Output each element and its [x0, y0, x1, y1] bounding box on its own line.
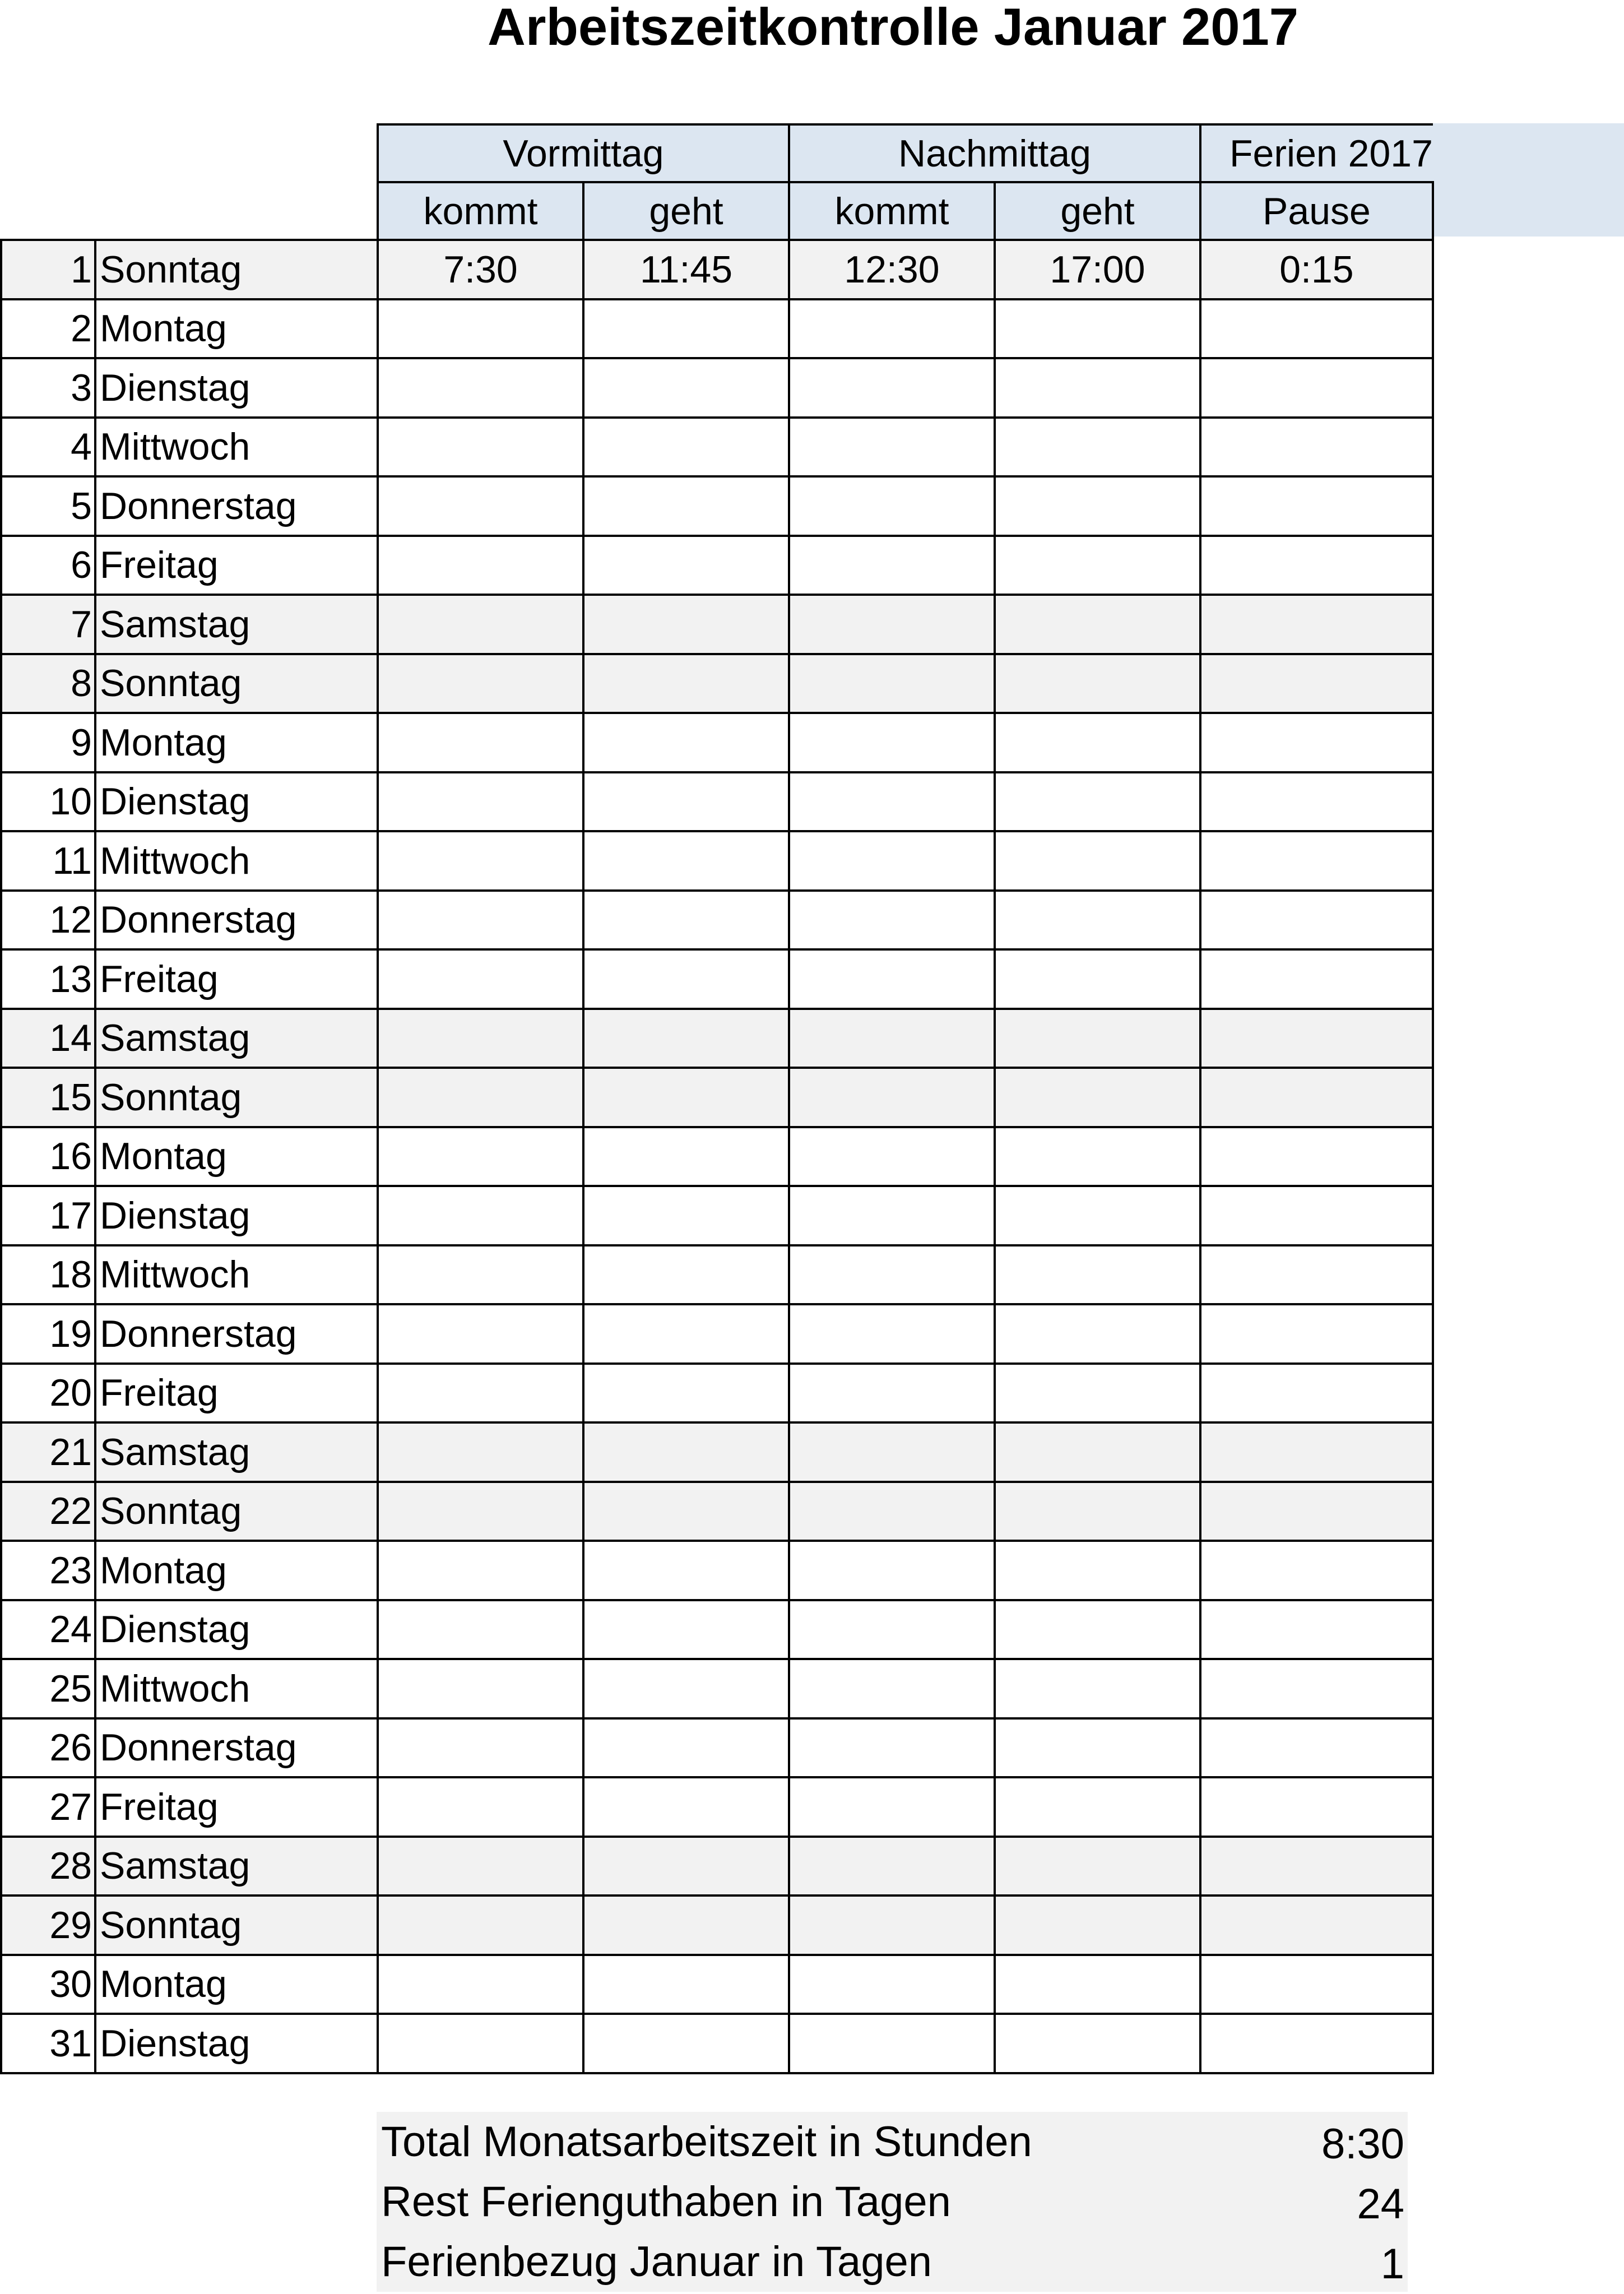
cell-morning-out[interactable]: [583, 595, 789, 654]
header-group-afternoon[interactable]: Nachmittag: [789, 124, 1200, 182]
table-row: [1, 299, 1433, 359]
day-number[interactable]: 29: [1, 1896, 95, 1955]
cell-morning-in[interactable]: [378, 1364, 583, 1423]
cell-morning-out[interactable]: [583, 1777, 789, 1837]
weekday-name[interactable]: Donnerstag: [95, 1718, 378, 1778]
cell-break[interactable]: [1200, 1482, 1433, 1541]
cell-break[interactable]: [1200, 418, 1433, 477]
cell-morning-out[interactable]: [583, 1422, 789, 1482]
table-row: [1, 713, 1433, 772]
cell-break[interactable]: [1200, 476, 1433, 536]
cell-afternoon-out[interactable]: [995, 1777, 1200, 1837]
cell-afternoon-out[interactable]: [995, 476, 1200, 536]
day-number[interactable]: 9: [1, 713, 95, 772]
weekday-name[interactable]: Mittwoch: [95, 1659, 378, 1718]
cell-break[interactable]: [1200, 949, 1433, 1009]
cell-morning-out[interactable]: [583, 772, 789, 832]
weekday-name[interactable]: Samstag: [95, 1422, 378, 1482]
cell-break[interactable]: [1200, 595, 1433, 654]
summary-value[interactable]: 1: [1380, 2240, 1404, 2288]
table-row: [1, 1068, 1433, 1127]
cell-afternoon-in[interactable]: [789, 713, 995, 772]
cell-afternoon-in[interactable]: [789, 772, 995, 832]
header-morning-in[interactable]: kommt: [378, 182, 583, 240]
cell-break[interactable]: [1200, 536, 1433, 595]
cell-afternoon-out[interactable]: [995, 1364, 1200, 1423]
cell-morning-out[interactable]: [583, 1245, 789, 1305]
cell-morning-out[interactable]: [583, 1837, 789, 1896]
cell-afternoon-out[interactable]: [995, 1009, 1200, 1068]
cell-break[interactable]: [1200, 1068, 1433, 1127]
cell-afternoon-in[interactable]: [789, 418, 995, 477]
cell-morning-in[interactable]: [378, 1718, 583, 1778]
weekday-name[interactable]: Sonntag: [95, 1068, 378, 1127]
cell-afternoon-out[interactable]: [995, 1482, 1200, 1541]
table-row: [1, 1422, 1433, 1482]
summary-value[interactable]: 8:30: [1321, 2120, 1404, 2168]
cell-afternoon-in[interactable]: [789, 1541, 995, 1600]
weekday-name[interactable]: Samstag: [95, 1837, 378, 1896]
cell-afternoon-out[interactable]: [995, 831, 1200, 891]
weekday-name[interactable]: Dienstag: [95, 772, 378, 832]
cell-afternoon-in[interactable]: [789, 299, 995, 359]
cell-afternoon-in[interactable]: [789, 1659, 995, 1718]
cell-morning-in[interactable]: [378, 1600, 583, 1660]
cell-afternoon-out[interactable]: 17:00: [995, 240, 1200, 299]
header-row-groups: [1, 124, 1433, 182]
table-row: [1, 1718, 1433, 1778]
table-row: [1, 1364, 1433, 1423]
cell-afternoon-out[interactable]: [995, 1896, 1200, 1955]
cell-break[interactable]: [1200, 1245, 1433, 1305]
cell-morning-in[interactable]: [378, 772, 583, 832]
cell-afternoon-in[interactable]: [789, 1068, 995, 1127]
header-group-morning[interactable]: Vormittag: [378, 124, 789, 182]
cell-break[interactable]: [1200, 1600, 1433, 1660]
day-number[interactable]: 16: [1, 1127, 95, 1187]
cell-afternoon-in[interactable]: [789, 654, 995, 713]
cell-afternoon-in[interactable]: [789, 1009, 995, 1068]
cell-afternoon-in[interactable]: [789, 949, 995, 1009]
cell-morning-out[interactable]: [583, 1304, 789, 1364]
cell-morning-in[interactable]: [378, 536, 583, 595]
cell-morning-in[interactable]: [378, 831, 583, 891]
day-number[interactable]: 4: [1, 418, 95, 477]
cell-afternoon-out[interactable]: [995, 418, 1200, 477]
cell-break[interactable]: [1200, 1896, 1433, 1955]
cell-morning-out[interactable]: [583, 1186, 789, 1245]
cell-morning-in[interactable]: [378, 476, 583, 536]
cell-morning-in[interactable]: [378, 891, 583, 950]
weekday-name[interactable]: Donnerstag: [95, 1304, 378, 1364]
cell-break[interactable]: [1200, 358, 1433, 418]
cell-break[interactable]: [1200, 1837, 1433, 1896]
cell-afternoon-in[interactable]: [789, 1718, 995, 1778]
cell-morning-out[interactable]: [583, 2014, 789, 2073]
cell-afternoon-in[interactable]: [789, 1955, 995, 2014]
cell-morning-out[interactable]: [583, 713, 789, 772]
cell-break[interactable]: [1200, 1541, 1433, 1600]
cell-afternoon-in[interactable]: [789, 358, 995, 418]
cell-morning-out[interactable]: [583, 1659, 789, 1718]
cell-afternoon-in[interactable]: [789, 1600, 995, 1660]
weekday-name[interactable]: Sonntag: [95, 654, 378, 713]
summary-row: [377, 2232, 1408, 2292]
day-number[interactable]: 17: [1, 1186, 95, 1245]
table-row: [1, 949, 1433, 1009]
cell-afternoon-out[interactable]: [995, 1837, 1200, 1896]
cell-break[interactable]: 0:15: [1200, 240, 1433, 299]
summary-label: Rest Ferienguthaben in Tagen: [381, 2178, 951, 2226]
cell-break[interactable]: [1200, 831, 1433, 891]
header-row-columns: [1, 182, 1433, 240]
cell-afternoon-out[interactable]: [995, 772, 1200, 832]
cell-afternoon-in[interactable]: [789, 1186, 995, 1245]
weekday-name[interactable]: Dienstag: [95, 1186, 378, 1245]
weekday-name[interactable]: Montag: [95, 299, 378, 359]
cell-morning-out[interactable]: [583, 299, 789, 359]
table-row: [1, 891, 1433, 950]
day-number[interactable]: 7: [1, 595, 95, 654]
cell-morning-in[interactable]: [378, 1659, 583, 1718]
day-number[interactable]: 31: [1, 2014, 95, 2073]
weekday-name[interactable]: Dienstag: [95, 2014, 378, 2073]
cell-morning-in[interactable]: [378, 1482, 583, 1541]
cell-afternoon-in[interactable]: [789, 1304, 995, 1364]
cell-morning-in[interactable]: [378, 299, 583, 359]
cell-morning-in[interactable]: [378, 1422, 583, 1482]
cell-afternoon-in[interactable]: [789, 1837, 995, 1896]
cell-morning-out[interactable]: [583, 476, 789, 536]
day-number[interactable]: 26: [1, 1718, 95, 1778]
cell-afternoon-in[interactable]: [789, 891, 995, 950]
table-row: [1, 595, 1433, 654]
blank-cell: [1, 182, 95, 240]
cell-morning-out[interactable]: [583, 1718, 789, 1778]
table-row: [1, 1482, 1433, 1541]
day-number[interactable]: 13: [1, 949, 95, 1009]
table-row: [1, 1009, 1433, 1068]
table-row: [1, 831, 1433, 891]
cell-morning-out[interactable]: [583, 831, 789, 891]
cell-break[interactable]: [1200, 299, 1433, 359]
day-number[interactable]: 5: [1, 476, 95, 536]
cell-morning-out[interactable]: [583, 1009, 789, 1068]
cell-afternoon-out[interactable]: [995, 1304, 1200, 1364]
table-row: [1, 1127, 1433, 1187]
cell-morning-in[interactable]: [378, 2014, 583, 2073]
cell-morning-in[interactable]: 7:30: [378, 240, 583, 299]
page-title: Arbeitszeitkontrolle Januar 2017: [488, 0, 1299, 56]
cell-morning-in[interactable]: [378, 949, 583, 1009]
cell-afternoon-out[interactable]: [995, 1068, 1200, 1127]
cell-morning-in[interactable]: [378, 418, 583, 477]
weekday-name[interactable]: Montag: [95, 1127, 378, 1187]
table-row: [1, 1541, 1433, 1600]
summary-value[interactable]: 24: [1357, 2180, 1404, 2228]
table-row: [1, 1896, 1433, 1955]
cell-morning-out[interactable]: [583, 654, 789, 713]
cell-morning-in[interactable]: [378, 1541, 583, 1600]
cell-afternoon-out[interactable]: [995, 358, 1200, 418]
summary-row: [377, 2112, 1408, 2172]
cell-morning-out[interactable]: [583, 1896, 789, 1955]
day-number[interactable]: 3: [1, 358, 95, 418]
day-number[interactable]: 14: [1, 1009, 95, 1068]
cell-afternoon-out[interactable]: [995, 299, 1200, 359]
weekday-name[interactable]: Freitag: [95, 1364, 378, 1423]
blank-cell: [95, 182, 378, 240]
table-row: [1, 1304, 1433, 1364]
cell-break[interactable]: [1200, 1718, 1433, 1778]
cell-morning-out[interactable]: [583, 1364, 789, 1423]
weekday-name[interactable]: Mittwoch: [95, 418, 378, 477]
cell-afternoon-out[interactable]: [995, 1245, 1200, 1305]
cell-morning-in[interactable]: [378, 1777, 583, 1837]
cell-morning-in[interactable]: [378, 1127, 583, 1187]
cell-break[interactable]: [1200, 713, 1433, 772]
weekday-name[interactable]: Montag: [95, 1955, 378, 2014]
weekday-name[interactable]: Donnerstag: [95, 891, 378, 950]
cell-morning-in[interactable]: [378, 1009, 583, 1068]
cell-morning-in[interactable]: [378, 713, 583, 772]
cell-morning-out[interactable]: [583, 891, 789, 950]
cell-morning-out[interactable]: [583, 1541, 789, 1600]
cell-morning-in[interactable]: [378, 1837, 583, 1896]
cell-afternoon-out[interactable]: [995, 1186, 1200, 1245]
cell-morning-in[interactable]: [378, 1955, 583, 2014]
header-group-vacation[interactable]: Ferien 2017: [1200, 124, 1433, 182]
cell-break[interactable]: [1200, 1127, 1433, 1187]
day-number[interactable]: 18: [1, 1245, 95, 1305]
cell-break[interactable]: [1200, 1009, 1433, 1068]
cell-afternoon-in[interactable]: [789, 1777, 995, 1837]
weekday-name[interactable]: Montag: [95, 1541, 378, 1600]
table-row: [1, 1837, 1433, 1896]
table-row: [1, 1659, 1433, 1718]
header-afternoon-out[interactable]: geht: [995, 182, 1200, 240]
cell-break[interactable]: [1200, 1422, 1433, 1482]
cell-break[interactable]: [1200, 1955, 1433, 2014]
day-number[interactable]: 10: [1, 772, 95, 832]
cell-break[interactable]: [1200, 891, 1433, 950]
cell-afternoon-out[interactable]: [995, 1955, 1200, 2014]
summary-row: [377, 2172, 1408, 2232]
cell-morning-out[interactable]: [583, 1127, 789, 1187]
cell-morning-in[interactable]: [378, 595, 583, 654]
cell-morning-in[interactable]: [378, 1245, 583, 1305]
table-row: [1, 476, 1433, 536]
day-number[interactable]: 6: [1, 536, 95, 595]
weekday-name[interactable]: Samstag: [95, 1009, 378, 1068]
day-number[interactable]: 27: [1, 1777, 95, 1837]
cell-afternoon-in[interactable]: [789, 831, 995, 891]
cell-morning-in[interactable]: [378, 1896, 583, 1955]
day-number[interactable]: 1: [1, 240, 95, 299]
cell-break[interactable]: [1200, 654, 1433, 713]
cell-morning-out[interactable]: [583, 418, 789, 477]
weekday-name[interactable]: Sonntag: [95, 240, 378, 299]
day-number[interactable]: 25: [1, 1659, 95, 1718]
cell-afternoon-in[interactable]: [789, 1422, 995, 1482]
header-afternoon-in[interactable]: kommt: [789, 182, 995, 240]
cell-morning-out[interactable]: [583, 949, 789, 1009]
table-row: [1, 1186, 1433, 1245]
weekday-name[interactable]: Sonntag: [95, 1896, 378, 1955]
weekday-name[interactable]: Mittwoch: [95, 831, 378, 891]
cell-afternoon-out[interactable]: [995, 1127, 1200, 1187]
weekday-name[interactable]: Donnerstag: [95, 476, 378, 536]
header-morning-out[interactable]: geht: [583, 182, 789, 240]
table-row: [1, 772, 1433, 832]
cell-morning-in[interactable]: [378, 358, 583, 418]
cell-morning-in[interactable]: [378, 1304, 583, 1364]
day-number[interactable]: 20: [1, 1364, 95, 1423]
day-number[interactable]: 12: [1, 891, 95, 950]
table-row: [1, 2014, 1433, 2073]
header-break[interactable]: Pause: [1200, 182, 1433, 240]
cell-break[interactable]: [1200, 1659, 1433, 1718]
cell-break[interactable]: [1200, 2014, 1433, 2073]
cell-morning-in[interactable]: [378, 1068, 583, 1127]
day-number[interactable]: 22: [1, 1482, 95, 1541]
cell-afternoon-in[interactable]: [789, 1245, 995, 1305]
day-number[interactable]: 30: [1, 1955, 95, 2014]
day-number[interactable]: 15: [1, 1068, 95, 1127]
cell-afternoon-in[interactable]: [789, 476, 995, 536]
cell-morning-out[interactable]: [583, 1600, 789, 1660]
cell-afternoon-in[interactable]: 12:30: [789, 240, 995, 299]
cell-afternoon-in[interactable]: [789, 595, 995, 654]
cell-afternoon-out[interactable]: [995, 1718, 1200, 1778]
cell-afternoon-out[interactable]: [995, 654, 1200, 713]
cell-morning-out[interactable]: [583, 1482, 789, 1541]
cell-afternoon-out[interactable]: [995, 536, 1200, 595]
day-number[interactable]: 8: [1, 654, 95, 713]
cell-morning-out[interactable]: [583, 1068, 789, 1127]
table-row: [1, 1245, 1433, 1305]
weekday-name[interactable]: Montag: [95, 713, 378, 772]
cell-afternoon-out[interactable]: [995, 891, 1200, 950]
cell-morning-in[interactable]: [378, 1186, 583, 1245]
cell-afternoon-out[interactable]: [995, 1422, 1200, 1482]
cell-break[interactable]: [1200, 1304, 1433, 1364]
cell-afternoon-out[interactable]: [995, 595, 1200, 654]
summary-box: [377, 2112, 1408, 2292]
weekday-name[interactable]: Freitag: [95, 536, 378, 595]
table-row: [1, 358, 1433, 418]
table-row: [1, 1777, 1433, 1837]
table-row: [1, 536, 1433, 595]
weekday-name[interactable]: Mittwoch: [95, 1245, 378, 1305]
cell-break[interactable]: [1200, 1777, 1433, 1837]
cell-morning-out[interactable]: 11:45: [583, 240, 789, 299]
cell-morning-out[interactable]: [583, 358, 789, 418]
day-number[interactable]: 24: [1, 1600, 95, 1660]
cell-afternoon-in[interactable]: [789, 1896, 995, 1955]
summary-label: Ferienbezug Januar in Tagen: [381, 2238, 932, 2286]
cell-afternoon-out[interactable]: [995, 1541, 1200, 1600]
weekday-name[interactable]: Freitag: [95, 1777, 378, 1837]
day-number[interactable]: 11: [1, 831, 95, 891]
weekday-name[interactable]: Dienstag: [95, 1600, 378, 1660]
table-row: [1, 240, 1433, 299]
cell-afternoon-in[interactable]: [789, 2014, 995, 2073]
cell-afternoon-in[interactable]: [789, 1482, 995, 1541]
day-number[interactable]: 23: [1, 1541, 95, 1600]
header-fill-extension: [1407, 123, 1624, 237]
cell-break[interactable]: [1200, 1186, 1433, 1245]
cell-afternoon-in[interactable]: [789, 1364, 995, 1423]
cell-afternoon-out[interactable]: [995, 713, 1200, 772]
table-row: [1, 654, 1433, 713]
cell-morning-out[interactable]: [583, 536, 789, 595]
cell-afternoon-in[interactable]: [789, 1127, 995, 1187]
day-number[interactable]: 21: [1, 1422, 95, 1482]
weekday-name[interactable]: Samstag: [95, 595, 378, 654]
cell-afternoon-out[interactable]: [995, 1600, 1200, 1660]
cell-afternoon-out[interactable]: [995, 2014, 1200, 2073]
day-number[interactable]: 28: [1, 1837, 95, 1896]
weekday-name[interactable]: Sonntag: [95, 1482, 378, 1541]
day-rows: [1, 240, 1433, 2073]
time-sheet-table: [0, 123, 1434, 2074]
summary-label: Total Monatsarbeitszeit in Stunden: [381, 2118, 1032, 2166]
cell-afternoon-in[interactable]: [789, 536, 995, 595]
blank-cell: [95, 124, 378, 182]
cell-afternoon-out[interactable]: [995, 949, 1200, 1009]
table-row: [1, 1600, 1433, 1660]
blank-cell: [1, 124, 95, 182]
weekday-name[interactable]: Freitag: [95, 949, 378, 1009]
cell-afternoon-out[interactable]: [995, 1659, 1200, 1718]
cell-morning-in[interactable]: [378, 654, 583, 713]
cell-break[interactable]: [1200, 1364, 1433, 1423]
table-row: [1, 418, 1433, 477]
cell-break[interactable]: [1200, 772, 1433, 832]
table-row: [1, 1955, 1433, 2014]
day-number[interactable]: 19: [1, 1304, 95, 1364]
cell-morning-out[interactable]: [583, 1955, 789, 2014]
day-number[interactable]: 2: [1, 299, 95, 359]
weekday-name[interactable]: Dienstag: [95, 358, 378, 418]
